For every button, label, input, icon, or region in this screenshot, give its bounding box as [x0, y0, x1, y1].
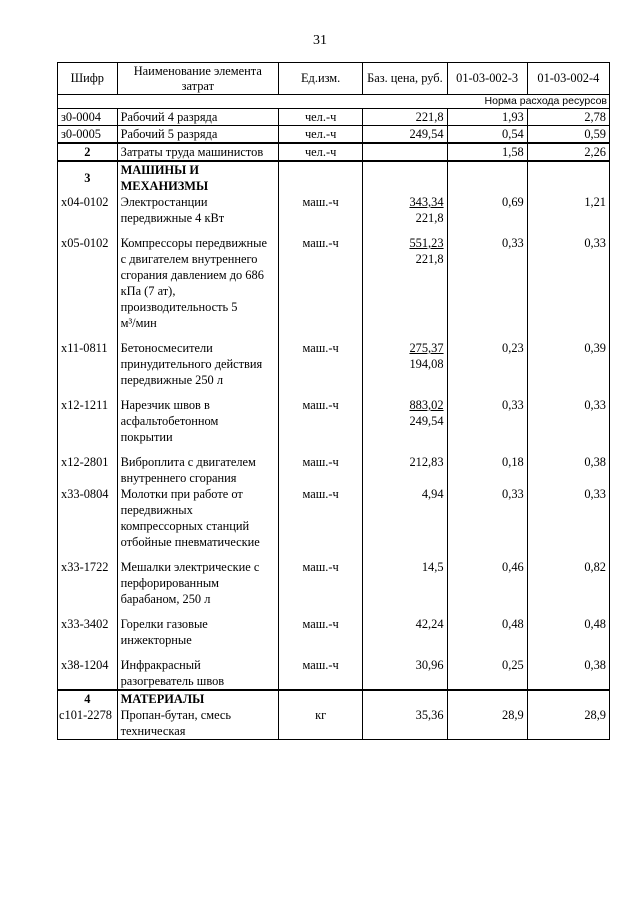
row-unit: маш.-ч	[278, 454, 362, 486]
row-name-line: отбойные пневматические	[120, 535, 260, 549]
row-name: Рабочий 4 разряда	[117, 109, 278, 126]
row-name-line: кПа (7 ат),	[120, 284, 176, 298]
table-row	[58, 616, 610, 648]
row-name-line: покрытии	[120, 430, 173, 444]
row-name: Рабочий 5 разряда	[117, 126, 278, 144]
row-name-line: перфорированным	[120, 576, 219, 590]
row-price	[363, 235, 447, 331]
row-name-line: Нарезчик швов в	[120, 398, 210, 412]
row-name-line: Пропан-бутан, смесь	[120, 708, 232, 722]
row-name-line: передвижные 4 кВт	[120, 211, 225, 225]
table-row	[58, 397, 610, 445]
row-unit: маш.-ч	[278, 397, 362, 445]
row-code: с101-2278	[58, 707, 118, 740]
row-name-line: Горелки газовые	[120, 617, 208, 631]
section-title-line: МАШИНЫ И	[120, 163, 200, 177]
row-value-a: 0,33	[447, 486, 527, 550]
row-unit: чел.-ч	[278, 143, 362, 161]
row-name-line: Бетоносмесители	[120, 341, 213, 355]
row-name-line: принудительного действия	[120, 357, 263, 371]
row-name-line: разогреватель швов	[120, 674, 225, 688]
page-number: 31	[313, 33, 327, 48]
row-name-line: сгорания давлением до 686	[120, 268, 264, 282]
row-unit: маш.-ч	[278, 340, 362, 388]
row-code: з0-0004	[58, 109, 118, 126]
row-unit: кг	[278, 707, 362, 740]
row-name	[117, 397, 278, 445]
row-name-line: Виброплита с двигателем	[120, 455, 256, 469]
table-row	[58, 126, 610, 144]
header-unit: Ед.изм.	[278, 63, 362, 95]
row-value-a: 1,58	[447, 143, 527, 161]
table-row	[58, 454, 610, 486]
row-name-line: Электростанции	[120, 195, 208, 209]
section-number: 2	[58, 143, 118, 161]
row-price: 42,24	[363, 616, 447, 648]
row-name-line: внутреннего сгорания	[120, 471, 237, 485]
table-row	[58, 194, 610, 226]
row-value-a: 0,48	[447, 616, 527, 648]
row-value-b: 0,38	[527, 657, 609, 690]
row-value-b: 28,9	[527, 707, 609, 740]
section-number: 4	[58, 690, 118, 707]
row-unit: маш.-ч	[278, 235, 362, 331]
section-title: МАТЕРИАЛЫ	[117, 690, 278, 707]
row-unit: маш.-ч	[278, 657, 362, 690]
table-row	[58, 235, 610, 331]
row-name-line: асфальтобетонном	[120, 414, 219, 428]
row-unit: маш.-ч	[278, 559, 362, 607]
row-value-b: 0,48	[527, 616, 609, 648]
table-header-row	[58, 63, 610, 95]
row-unit: чел.-ч	[278, 126, 362, 144]
row-name-line: с двигателем внутреннего	[120, 252, 258, 266]
row-price-line: 551,23	[409, 236, 444, 250]
row-code: з0-0005	[58, 126, 118, 144]
row-value-a: 0,46	[447, 559, 527, 607]
row-name	[117, 340, 278, 388]
section-4-heading-row	[58, 690, 610, 707]
row-value-a: 0,69	[447, 194, 527, 226]
row-name	[117, 559, 278, 607]
row-code: х05-0102	[58, 235, 118, 331]
row-price: 35,36	[363, 707, 447, 740]
row-value-a: 0,23	[447, 340, 527, 388]
header-col-a: 01-03-002-3	[447, 63, 527, 95]
row-value-b: 0,39	[527, 340, 609, 388]
row-name-line: Компрессоры передвижные	[120, 236, 267, 250]
table-row	[58, 559, 610, 607]
table-row	[58, 486, 610, 550]
row-price: 249,54	[363, 126, 447, 144]
section-title	[117, 161, 278, 194]
section-2-row	[58, 143, 610, 161]
table-row	[58, 707, 610, 740]
row-price: 221,8	[363, 109, 447, 126]
header-col-b: 01-03-002-4	[527, 63, 609, 95]
row-name-line: компрессорных станций	[120, 519, 250, 533]
row-name	[117, 657, 278, 690]
row-value-b: 0,33	[527, 486, 609, 550]
row-value-b: 0,82	[527, 559, 609, 607]
row-value-a: 1,93	[447, 109, 527, 126]
row-price: 30,96	[363, 657, 447, 690]
row-price-line: 343,34	[409, 195, 444, 209]
row-price	[363, 194, 447, 226]
row-code: х33-0804	[58, 486, 118, 550]
header-code: Шифр	[58, 63, 118, 95]
row-price-line: 883,02	[409, 398, 444, 412]
row-price: 14,5	[363, 559, 447, 607]
row-value-b: 2,26	[527, 143, 609, 161]
row-price-line: 249,54	[409, 414, 444, 428]
row-value-b: 0,38	[527, 454, 609, 486]
row-unit: маш.-ч	[278, 616, 362, 648]
row-value-b: 1,21	[527, 194, 609, 226]
row-code: х04-0102	[58, 194, 118, 226]
row-name-line: передвижные 250 л	[120, 373, 224, 387]
row-value-b: 0,59	[527, 126, 609, 144]
row-name-line: Мешалки электрические с	[120, 560, 260, 574]
row-value-a: 0,33	[447, 235, 527, 331]
header-name: Наименование элемента затрат	[117, 63, 278, 95]
row-price-line: 275,37	[409, 341, 444, 355]
row-name	[117, 194, 278, 226]
resource-table	[57, 62, 610, 740]
row-unit: маш.-ч	[278, 486, 362, 550]
row-code: х33-3402	[58, 616, 118, 648]
row-name-line: барабаном, 250 л	[120, 592, 211, 606]
row-name-line: Молотки при работе от	[120, 487, 243, 501]
row-code: х12-1211	[58, 397, 118, 445]
row-name-line: Инфракрасный	[120, 658, 201, 672]
row-price-line: 221,8	[415, 211, 444, 225]
row-name	[117, 235, 278, 331]
row-name-line: техническая	[120, 724, 186, 738]
row-value-a: 0,33	[447, 397, 527, 445]
table-row	[58, 109, 610, 126]
section-3-heading-row	[58, 161, 610, 194]
row-name-line: производительность 5	[120, 300, 238, 314]
section-title-line: МЕХАНИЗМЫ	[120, 179, 209, 193]
norm-label: Норма расхода ресурсов	[58, 95, 610, 109]
row-name	[117, 454, 278, 486]
row-unit: чел.-ч	[278, 109, 362, 126]
row-price-line: 221,8	[415, 252, 444, 266]
row-price-line: 194,08	[409, 357, 444, 371]
row-value-b: 0,33	[527, 235, 609, 331]
norm-label-row	[58, 95, 610, 109]
row-value-a: 0,18	[447, 454, 527, 486]
row-value-b: 0,33	[527, 397, 609, 445]
row-code: х12-2801	[58, 454, 118, 486]
row-name	[117, 486, 278, 550]
row-price	[363, 397, 447, 445]
row-value-a: 28,9	[447, 707, 527, 740]
row-code: х38-1204	[58, 657, 118, 690]
row-unit: маш.-ч	[278, 194, 362, 226]
row-price	[363, 143, 447, 161]
row-price: 4,94	[363, 486, 447, 550]
row-value-a: 0,25	[447, 657, 527, 690]
header-price: Баз. цена, руб.	[363, 63, 447, 95]
row-code: х11-0811	[58, 340, 118, 388]
row-name-line: инжекторные	[120, 633, 192, 647]
section-name: Затраты труда машинистов	[117, 143, 278, 161]
row-value-b: 2,78	[527, 109, 609, 126]
table-row	[58, 657, 610, 690]
row-value-a: 0,54	[447, 126, 527, 144]
row-name-line: передвижных	[120, 503, 193, 517]
table-row	[58, 340, 610, 388]
row-name	[117, 707, 278, 740]
row-price: 212,83	[363, 454, 447, 486]
row-name-line: м³/мин	[120, 316, 157, 330]
row-name	[117, 616, 278, 648]
row-code: х33-1722	[58, 559, 118, 607]
section-number: 3	[58, 161, 118, 194]
row-price	[363, 340, 447, 388]
